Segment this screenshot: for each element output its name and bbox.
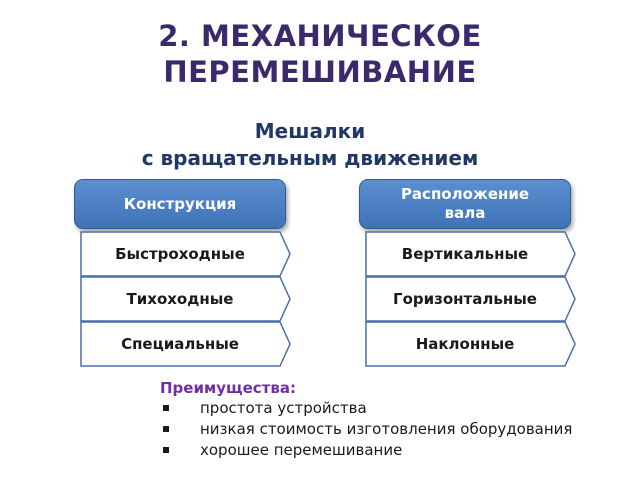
list-item-label: Горизонтальные <box>393 290 537 308</box>
list-item: простота устройства <box>160 398 630 419</box>
advantages-block <box>160 378 630 461</box>
list-item: низкая стоимость изготовления оборудования <box>160 419 630 440</box>
shaft-position-header-line2: вала <box>444 204 486 222</box>
shaft-position-header <box>359 179 571 229</box>
construction-header <box>74 179 286 229</box>
slide-title-line1: 2. МЕХАНИЧЕСКОЕ <box>158 19 482 53</box>
list-item-special <box>80 321 310 367</box>
shaft-position-header-line1: Расположение <box>400 185 530 203</box>
list-item-horizontal <box>365 276 595 322</box>
list-item-label: Тихоходные <box>126 290 234 308</box>
list-item-slow <box>80 276 310 322</box>
list-item-fast <box>80 231 310 277</box>
slide-subtitle-line2: с вращательным движением <box>141 146 479 170</box>
advantages-list <box>160 398 630 461</box>
slide-subtitle <box>0 118 620 172</box>
construction-header-label: Конструкция <box>123 194 237 213</box>
list-item: хорошее перемешивание <box>160 440 630 461</box>
list-item-vertical <box>365 231 595 277</box>
list-item-label: Наклонные <box>415 335 515 353</box>
advantages-title: Преимущества: <box>160 379 296 397</box>
list-item-label: Быстроходные <box>115 245 245 263</box>
slide-title-line2: ПЕРЕМЕШИВАНИЕ <box>163 55 477 89</box>
list-item-label: Специальные <box>121 335 239 353</box>
slide-title <box>0 18 640 90</box>
list-item-label: Вертикальные <box>401 245 529 263</box>
list-item-inclined <box>365 321 595 367</box>
slide-subtitle-line1: Мешалки <box>254 119 366 143</box>
